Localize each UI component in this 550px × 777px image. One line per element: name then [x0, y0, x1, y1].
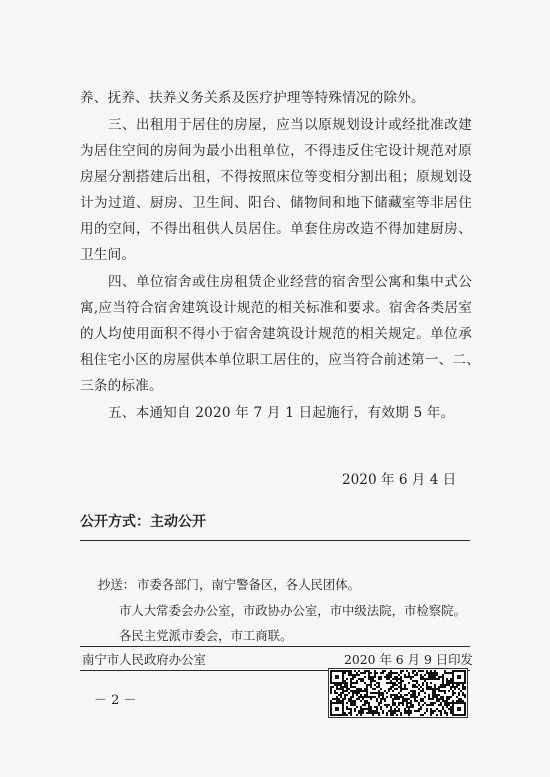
body-line-10: 的人均使用面积不得小于宿舍建筑设计规范的相关规定。单位承 — [80, 326, 472, 342]
body-line-12: 三条的标准。 — [80, 378, 163, 394]
body-line-2: 三、出租用于居住的房屋，应当以原规划设计或经批准改建 — [108, 117, 472, 133]
cc-line-1: 市委各部门，南宁警备区，各人民团体。 — [137, 577, 361, 592]
signature-date: 2020 年 6 月 4 日 — [342, 472, 457, 488]
body-line-1: 养、抚养、扶养义务关系及医疗护理等特殊情况的除外。 — [80, 90, 425, 106]
body-line-4: 房屋分割搭建后出租，不得按照床位等变相分割出租；原规划设 — [80, 169, 472, 185]
footer-print-date: 2020 年 6 月 9 日印发 — [344, 652, 473, 667]
page-number: － 2 － — [94, 693, 137, 708]
divider-top — [80, 540, 470, 541]
body-line-11: 租住宅小区的房屋供本单位职工居住的，应当符合前述第一、二、 — [80, 352, 481, 368]
footer-issuer: 南宁市人民政府办公室 — [82, 652, 206, 667]
body-line-13: 五、本通知自 2020 年 7 月 1 日起施行，有效期 5 年。 — [108, 405, 455, 421]
body-line-9: 寓,应当符合宿舍建筑设计规范的相关标准和要求。宿舍各类居室 — [80, 300, 472, 316]
body-line-8: 四、单位宿舍或住房租赁企业经营的宿舍型公寓和集中式公 — [108, 274, 472, 290]
body-line-3: 为居住空间的房间为最小出租单位，不得违反住宅设计规范对原 — [80, 143, 472, 159]
disclosure-method: 公开方式：主动公开 — [80, 514, 206, 530]
cc-line-3: 各民主党派市委会，市工商联。 — [119, 628, 293, 643]
cc-line-2: 市人大常委会办公室，市政协办公室，市中级法院，市检察院。 — [119, 603, 466, 618]
barcode-image — [328, 668, 468, 718]
body-line-7: 卫生间。 — [80, 247, 136, 263]
cc-label: 抄送： — [98, 577, 136, 592]
body-line-5: 计为过道、厨房、卫生间、阳台、储物间和地下储藏室等非居住 — [80, 195, 472, 211]
body-line-6: 用的空间，不得出租供人员居住。单套住房改造不得加建厨房、 — [80, 221, 472, 237]
barcode-pattern — [329, 669, 467, 717]
divider-middle — [80, 646, 470, 647]
